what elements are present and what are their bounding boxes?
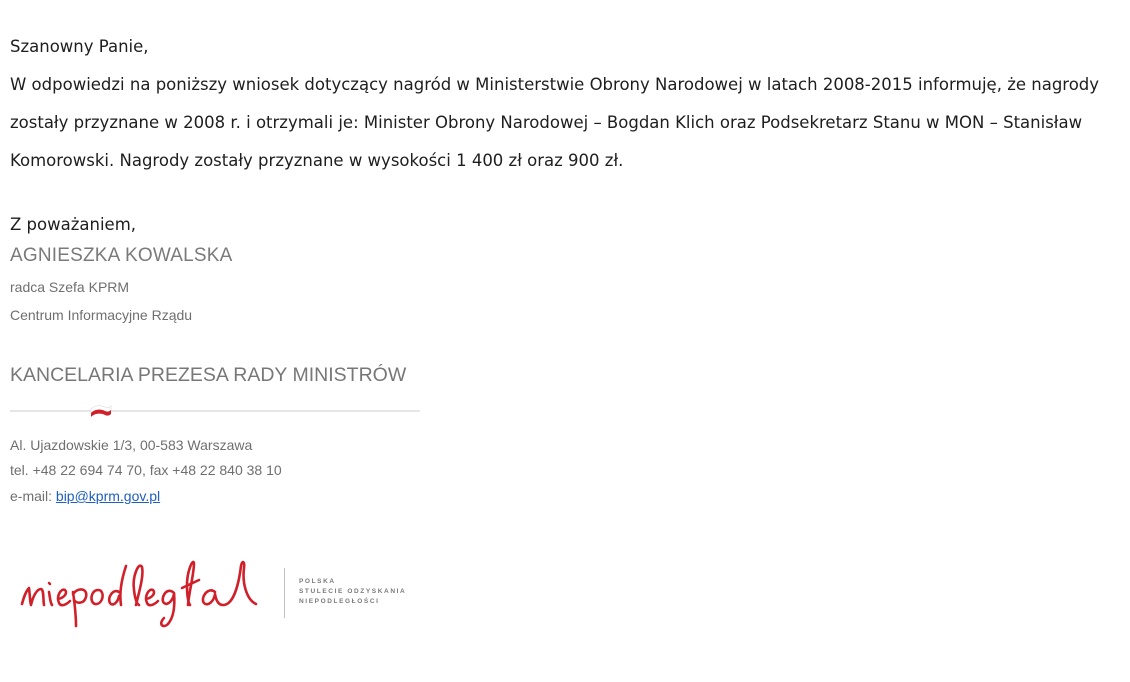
logo-caption-line: NIEPODLEGŁOŚCI	[299, 598, 380, 605]
logo-caption-line: STULECIE ODZYSKANIA	[299, 588, 407, 595]
letter-body	[10, 28, 1120, 180]
niepodlegla-logo	[18, 552, 448, 642]
signature-role: radca Szefa KPRM	[10, 279, 130, 295]
closing-phrase: Z poważaniem,	[10, 215, 137, 234]
organization-name: KANCELARIA PREZESA RADY MINISTRÓW	[10, 364, 407, 386]
polish-flag-icon	[91, 406, 111, 417]
signature-divider	[10, 400, 420, 422]
address-line: Al. Ujazdowskie 1/3, 00-583 Warszawa	[10, 437, 253, 453]
niepodlegla-wordmark	[18, 552, 273, 632]
email-link[interactable]: bip@kprm.gov.pl	[55, 488, 161, 504]
greeting: Szanowny Panie,	[10, 37, 149, 56]
logo-caption-line: POLSKA	[299, 578, 336, 585]
logo-separator	[284, 568, 285, 618]
letter-paragraph: W odpowiedzi na poniższy wniosek dotyczący nagród w Ministerstwie Obrony Narodowej w latach 2008-2015 informuję, że nagrody zostały przyznane w 2008 r. i otrzymali je: Minister Obrony Narodowej – Bogdan Klich oraz Podsekretarz Stanu w MON – Stanisław Komorowski. Nagrody zostały przyznane w wysokości 1 400 zł oraz 900 zł.	[10, 75, 1100, 170]
logo-caption	[299, 577, 406, 607]
signature-name: AGNIESZKA KOWALSKA	[10, 245, 233, 266]
signature-department: Centrum Informacyjne Rządu	[10, 307, 193, 323]
phone-fax-line: tel. +48 22 694 74 70, fax +48 22 840 38 10	[10, 462, 282, 478]
email-line	[10, 488, 160, 504]
email-label: e-mail:	[10, 488, 56, 504]
